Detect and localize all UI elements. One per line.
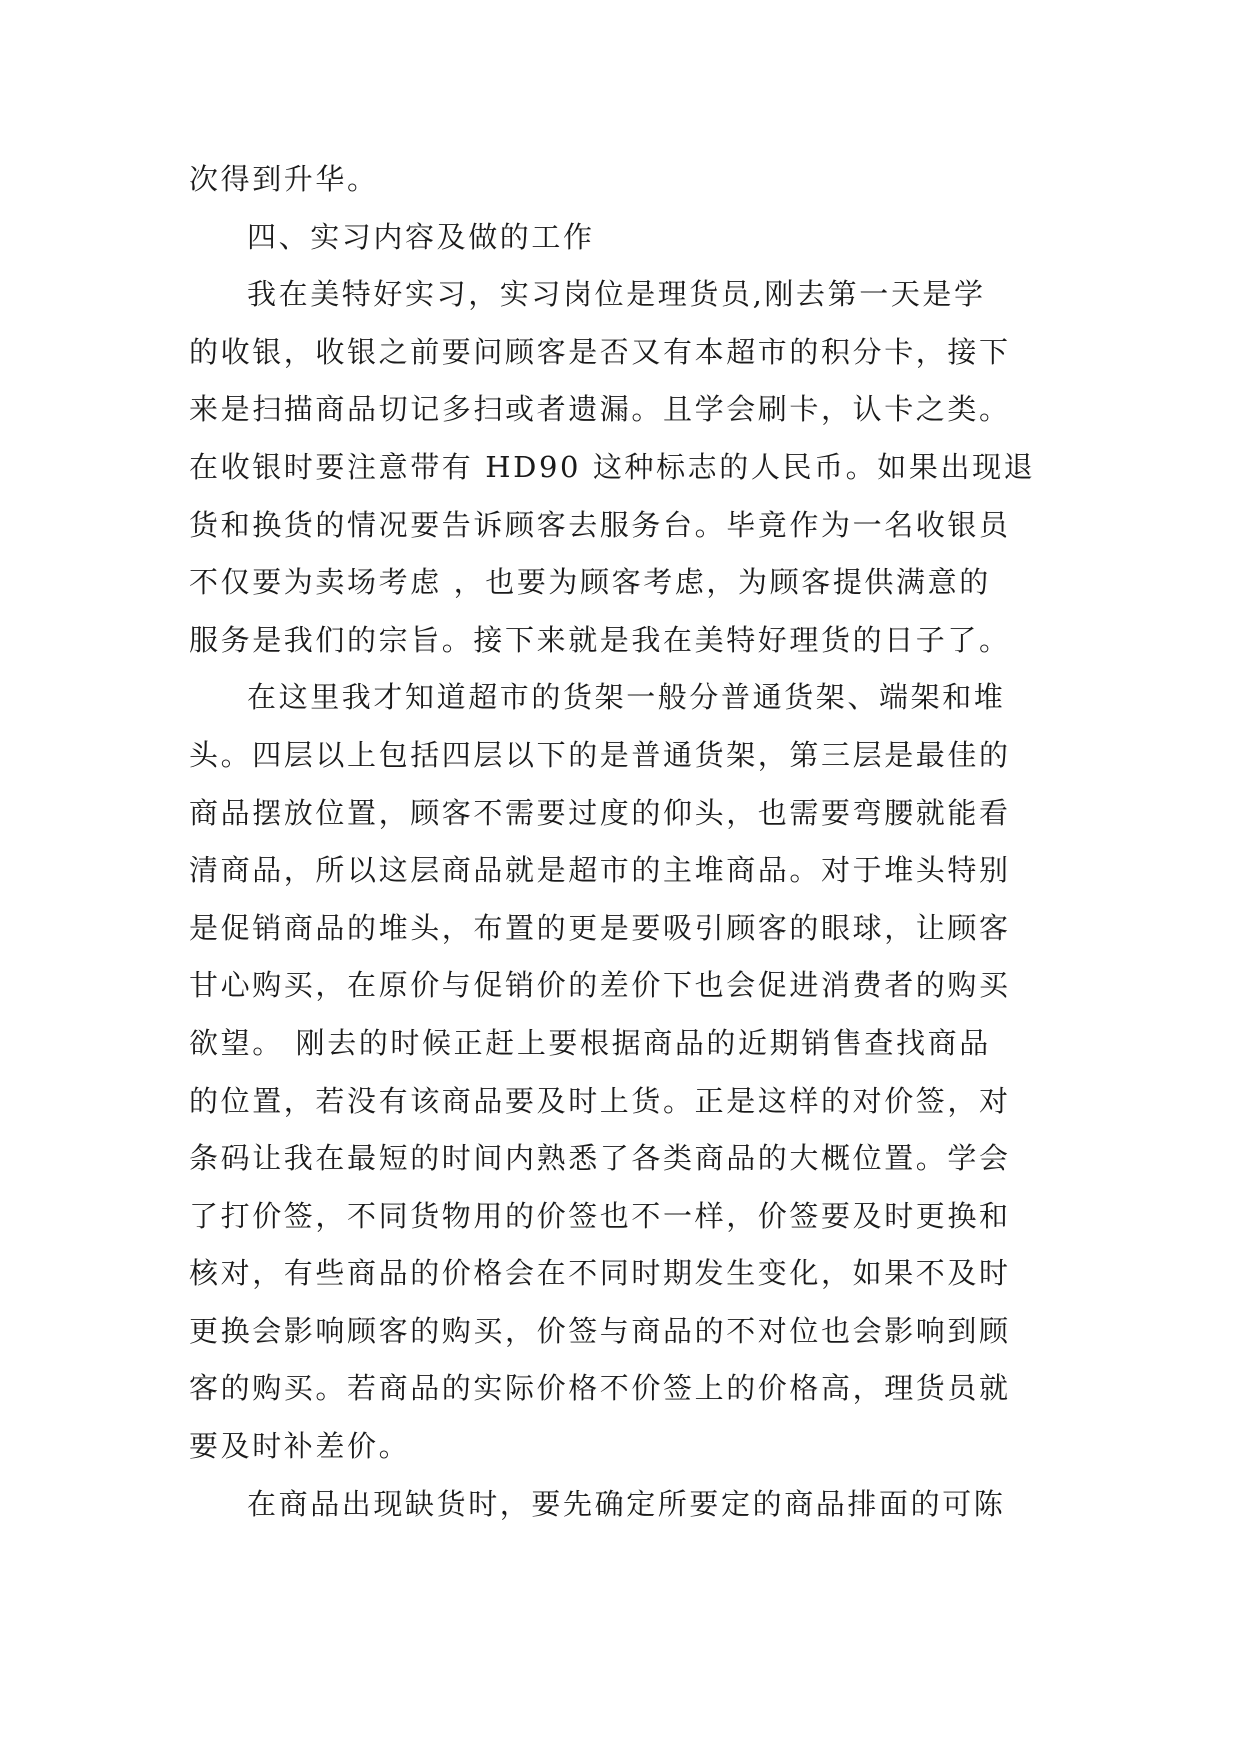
text-line: 货和换货的情况要告诉顾客去服务台。毕竟作为一名收银员 bbox=[189, 507, 1011, 542]
text-line: 次得到升华。 bbox=[189, 162, 379, 196]
text-line: 在收银时要注意带有 HD90 这种标志的人民币。如果出现退 bbox=[189, 449, 1036, 484]
document-body bbox=[189, 151, 1059, 1533]
text-line: 欲望。 刚去的时候正赶上要根据商品的近期销售查找商品 bbox=[189, 1025, 991, 1060]
text-line: 服务是我们的宗旨。接下来就是我在美特好理货的日子了。 bbox=[189, 622, 1011, 657]
text-line: 来是扫描商品切记多扫或者遗漏。且学会刷卡，认卡之类。 bbox=[189, 392, 1011, 427]
text-line: 头。四层以上包括四层以下的是普通货架，第三层是最佳的 bbox=[189, 737, 1011, 772]
text-line: 了打价签，不同货物用的价签也不一样，价签要及时更换和 bbox=[189, 1198, 1011, 1233]
paragraph-first-line: 在商品出现缺货时，要先确定所要定的商品排面的可陈 bbox=[247, 1486, 1006, 1521]
text-line: 条码让我在最短的时间内熟悉了各类商品的大概位置。学会 bbox=[189, 1141, 1011, 1176]
text-line: 更换会影响顾客的购买，价签与商品的不对位也会影响到顾 bbox=[189, 1313, 1011, 1348]
text-line: 客的购买。若商品的实际价格不价签上的价格高，理货员就 bbox=[189, 1371, 1011, 1406]
text-line: 核对，有些商品的价格会在不同时期发生变化，如果不及时 bbox=[189, 1256, 1011, 1291]
text-line: 清商品，所以这层商品就是超市的主堆商品。对于堆头特别 bbox=[189, 853, 1011, 888]
text-line: 的位置，若没有该商品要及时上货。正是这样的对价签，对 bbox=[189, 1083, 1011, 1118]
text-line: 不仅要为卖场考虑 ，也要为顾客考虑，为顾客提供满意的 bbox=[189, 565, 991, 600]
paragraph-first-line: 在这里我才知道超市的货架一般分普通货架、端架和堆 bbox=[247, 680, 1006, 715]
text-line: 甘心购买，在原价与促销价的差价下也会促进消费者的购买 bbox=[189, 968, 1011, 1003]
text-line: 是促销商品的堆头，布置的更是要吸引顾客的眼球，让顾客 bbox=[189, 910, 1011, 945]
text-line: 要及时补差价。 bbox=[189, 1429, 411, 1464]
paragraph-first-line: 我在美特好实习，实习岗位是理货员,刚去第一天是学 bbox=[247, 277, 986, 312]
section-heading: 四、实习内容及做的工作 bbox=[247, 219, 595, 254]
text-line: 的收银，收银之前要问顾客是否又有本超市的积分卡，接下 bbox=[189, 334, 1011, 369]
text-line: 商品摆放位置，顾客不需要过度的仰头，也需要弯腰就能看 bbox=[189, 795, 1011, 830]
